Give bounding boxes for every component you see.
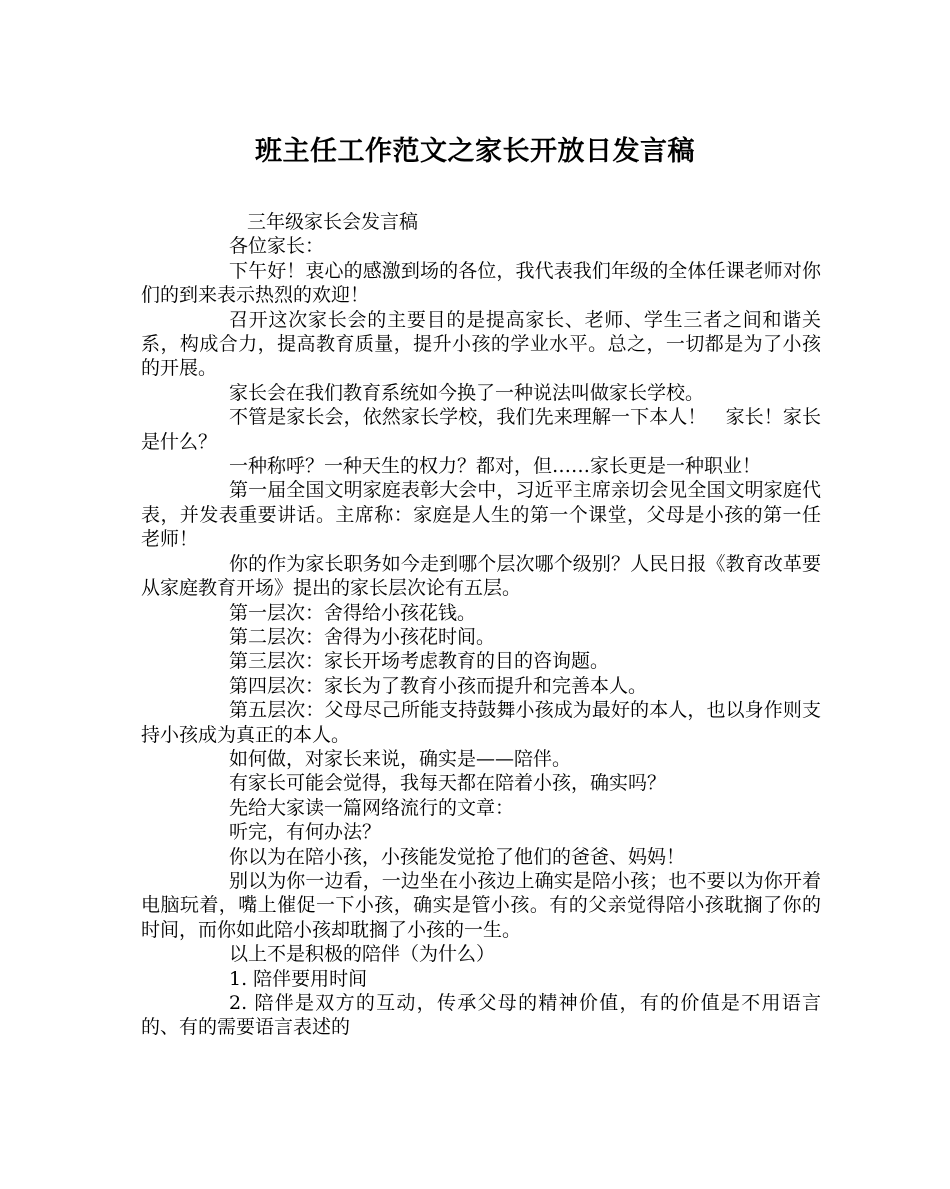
document-title: 班主任工作范文之家长开放日发言稿	[255, 136, 695, 167]
paragraph: 你的作为家长职务如今走到哪个层次哪个级别？人民日报《教育改革要从家庭教育开场》提出的家长层次论有五层。	[141, 552, 821, 600]
level-paragraph: 第二层次：舍得为小孩花时间。	[229, 625, 496, 648]
salutation-paragraph: 各位家长：	[229, 235, 325, 258]
paragraph: 有家长可能会觉得，我每天都在陪着小孩，确实吗？	[229, 772, 667, 795]
paragraph: 以上不是积极的陪伴（为什么）	[229, 943, 496, 966]
paragraph: 一种称呼？一种天生的权力？都对，但……家长更是一种职业！	[229, 455, 762, 478]
document-body	[141, 210, 821, 1040]
level-paragraph: 第一层次：舍得给小孩花钱。	[229, 601, 477, 624]
level-paragraph: 第四层次：家长为了教育小孩而提升和完善本人。	[229, 674, 648, 697]
list-item: 2. 陪伴是双方的互动，传承父母的精神价值，有的价值是不用语言的、有的需要语言表述的	[141, 992, 821, 1039]
paragraph: 不管是家长会，依然家长学校，我们先来理解一下本人！ 家长！家长是什么？	[141, 406, 821, 453]
paragraph: 别以为你一边看，一边坐在小孩边上确实是陪小孩；也不要以为你开着电脑玩着，嘴上催促一下小孩，确实是管小孩。有的父亲觉得陪小孩耽搁了你的时间，而你如此陪小孩却耽搁了小孩的一生。	[141, 869, 821, 941]
subtitle-paragraph: 三年级家长会发言稿	[247, 211, 419, 233]
paragraph: 如何做，对家长来说，确实是——陪伴。	[229, 747, 572, 770]
level-paragraph: 第五层次：父母尽己所能支持鼓舞小孩成为最好的本人，也以身作则支持小孩成为真正的本人。	[141, 699, 821, 746]
paragraph: 下午好！衷心的感激到场的各位，我代表我们年级的全体任课老师对你们的到来表示热烈的欢迎！	[141, 259, 821, 307]
paragraph: 你以为在陪小孩，小孩能发觉抢了他们的爸爸、妈妈！	[229, 845, 686, 868]
level-paragraph: 第三层次：家长开场考虑教育的目的咨询题。	[229, 650, 610, 673]
paragraph: 听完，有何办法？	[229, 821, 382, 844]
paragraph: 先给大家读一篇网络流行的文章：	[229, 796, 515, 819]
paragraph: 家长会在我们教育系统如今换了一种说法叫做家长学校。	[229, 381, 705, 404]
list-item: 1. 陪伴要用时间	[229, 967, 368, 990]
paragraph: 召开这次家长会的主要目的是提高家长、老师、学生三者之间和谐关系，构成合力，提高教育质量，提升小孩的学业水平。总之，一切都是为了小孩的开展。	[141, 308, 821, 380]
paragraph: 第一届全国文明家庭表彰大会中，习近平主席亲切会见全国文明家庭代表，并发表重要讲话。主席称：家庭是人生的第一个课堂，父母是小孩的第一任老师！	[141, 479, 821, 551]
